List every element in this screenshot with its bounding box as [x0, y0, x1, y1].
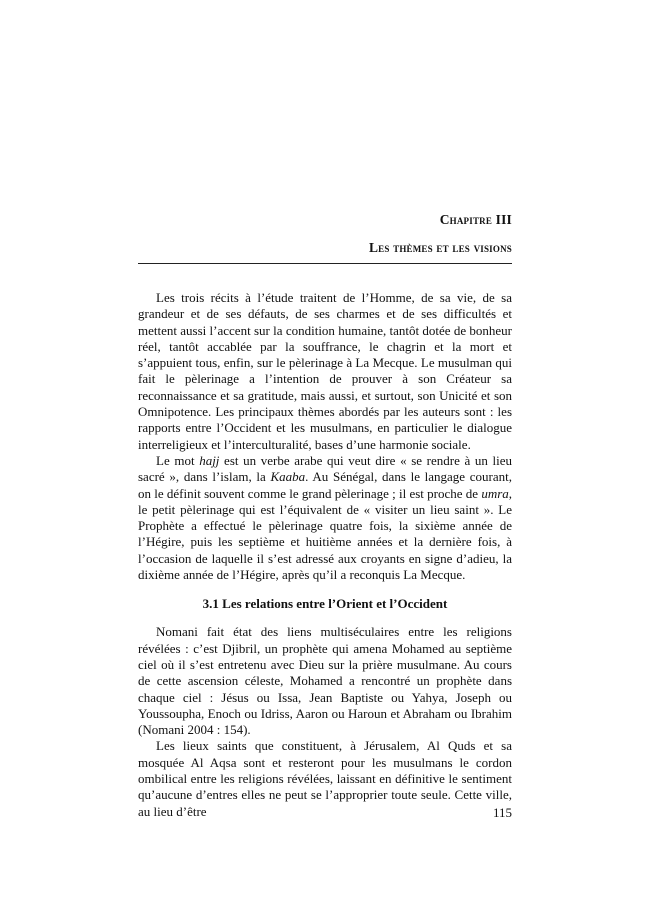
italic-term: Kaaba [270, 469, 306, 485]
paragraph-intro-2 [138, 453, 512, 583]
italic-term: umra [481, 485, 509, 501]
section-heading: 3.1 Les relations entre l’Orient et l’Occident [202, 596, 448, 612]
text-run: Nomani fait état des liens multiséculaires entre les religions révélées : c’est Djibril, un prophète qui amena Mohamed au septième ciel où il s’est entretenu avec Dieu sur la prière musulmane. Au cours de cette ascension céleste, Mohamed a rencontré un prophète dans chaque ciel : Jésus ou Issa, Jean Baptiste ou Yahya, Joseph ou Youssoupha, Enoch ou Idriss, Aaron ou Haroun et Abraham ou Ibrahim (Nomani 2004 : 154). [138, 624, 512, 738]
italic-term: hajj [199, 452, 220, 468]
chapter-title: Les thèmes et les visions [368, 240, 512, 255]
text-run: Le mot [156, 452, 200, 468]
text-block [138, 212, 512, 820]
paragraph-intro-1 [138, 290, 512, 453]
page-number: 115 [492, 805, 512, 820]
text-run: est un verbe arabe qui veut dire « se rendre à un lieu sacré », dans l’islam, la [138, 452, 512, 485]
text-run: , le petit pèlerinage qui est l’équivalent de « visiter un lieu saint ». Le Prophète a effectué le pèlerinage quatre fois, la sixième année de l’Hégire, puis les septième et huitième années et la dernière fois, à l’occasion de laquelle il s’est adressé aux croyants en signe d’adieu, la dixième année de l’Hégire, après qu’il a reconquis La Mecque. [138, 485, 513, 583]
text-run: . Au Sénégal, dans le langage courant, on le définit souvent comme le grand pèlerinage ; il est proche de [138, 469, 513, 501]
chapter-header [138, 212, 512, 264]
text-run: Les trois récits à l’étude traitent de l’Homme, de sa vie, de sa grandeur et de ses défauts, de ses charmes et de ses difficultés et mettent aussi l’accent sur la condition humaine, tantôt dotée de bonheur réel, tantôt accablée par la souffrance, le chagrin et la mort et s’appuient tous, enfin, sur le pèlerinage à La Mecque. Le musulman qui fait le pèlerinage a l’intention de prouver à son Créateur sa reconnaissance et sa gratitude, mais aussi, et surtout, son Unicité et son Omnipotence. Les principaux thèmes abordés par les auteurs sont : les rapports entre l’Occident et les musulmans, en particulier le dialogue interreligieux et l’interculturalité, bases d’une harmonie sociale. [138, 290, 512, 452]
paragraph-section-1 [138, 624, 512, 738]
text-run: Les lieux saints que constituent, à Jérusalem, Al Quds et sa mosquée Al Aqsa sont et resteront pour les musulmans le cordon ombilical entre les religions révélées, laissant en définitive le sentiment qu’aucune d’entres elles ne peut se l’approprier toute seule. Cette ville, au lieu d’être [138, 738, 512, 819]
chapter-number: Chapitre III [439, 212, 512, 227]
header-rule [138, 263, 512, 264]
